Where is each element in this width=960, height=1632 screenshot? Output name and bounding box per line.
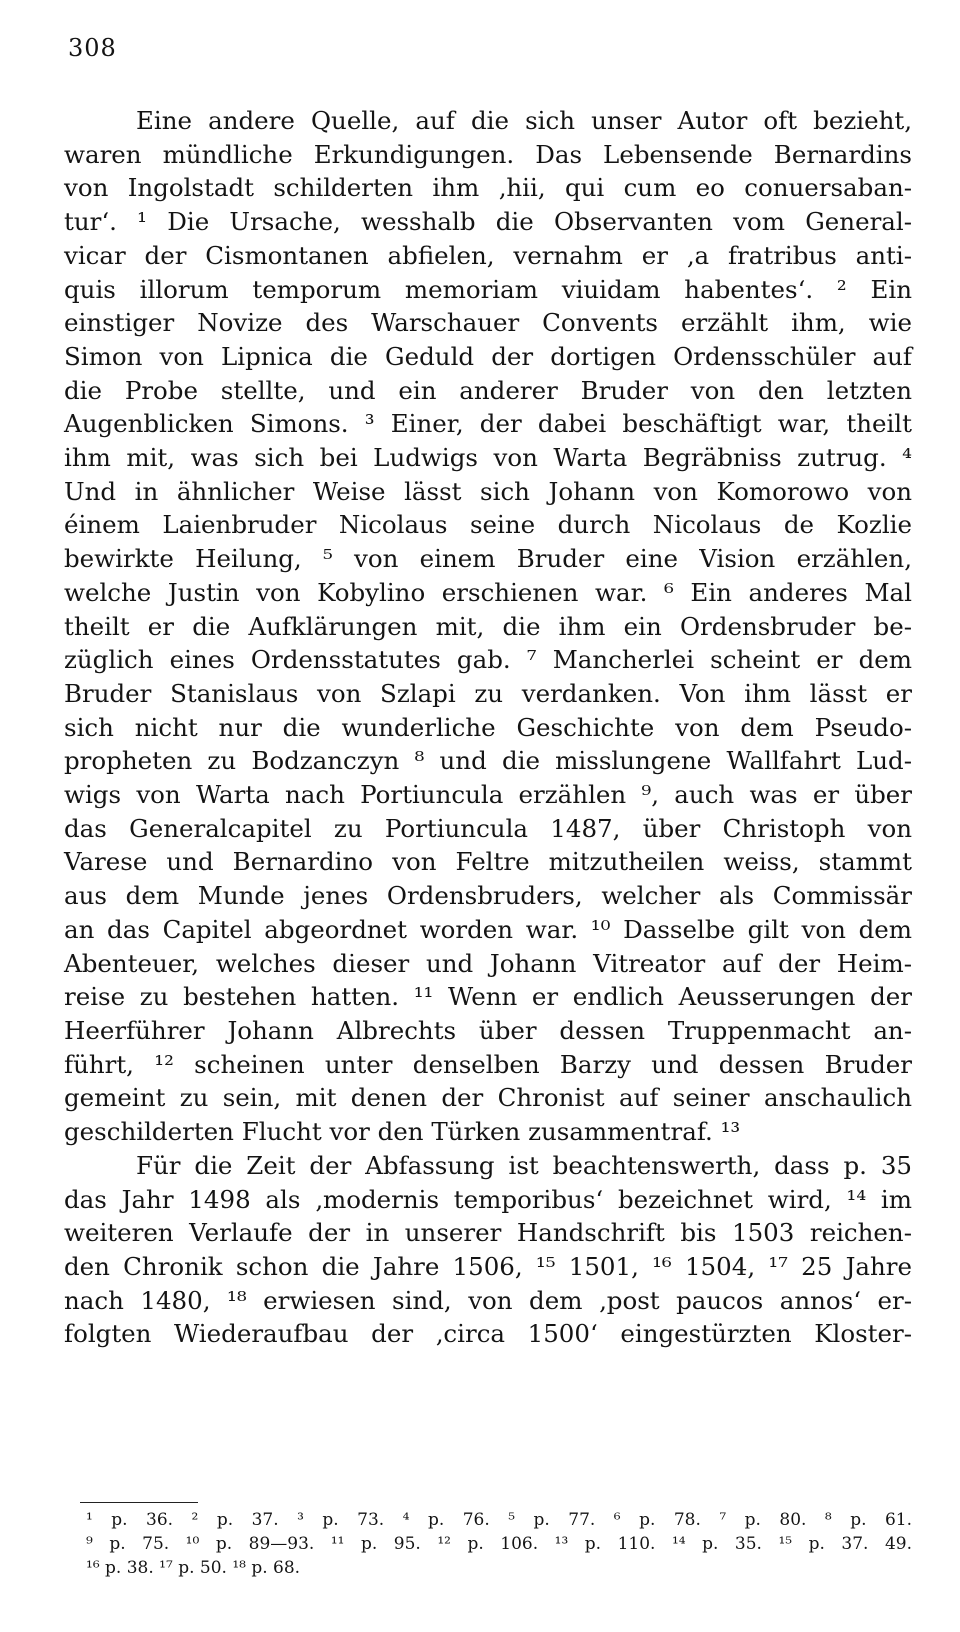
text-line: sich nicht nur die wunderliche Geschichte von dem Pseudo- — [64, 712, 912, 742]
text-line: quis illorum temporum memoriam viuidam habentes‘. ² Ein — [64, 274, 912, 304]
text-line: Eine andere Quelle, auf die sich unser Autor oft bezieht, — [136, 106, 912, 135]
text-line: bewirkte Heilung, ⁵ von einem Bruder eine Vision erzählen, — [64, 544, 912, 574]
text-line: Simon von Lipnica die Geduld der dortigen Ordensschüler auf — [64, 341, 912, 371]
text-line: den Chronik schon die Jahre 1506, ¹⁵ 1501, ¹⁶ 1504, ¹⁷ 25 Jahre — [64, 1251, 912, 1281]
text-line: das Jahr 1498 als ‚modernis temporibus‘ bezeichnet wird, ¹⁴ im — [64, 1184, 912, 1214]
text-line: tur‘. ¹ Die Ursache, wesshalb die Observanten vom General- — [64, 207, 912, 237]
text-line: vicar der Cismontanen abfielen, vernahm er ‚a fratribus anti- — [64, 240, 912, 270]
text-line: an das Capitel abgeordnet worden war. ¹⁰ Dasselbe gilt von dem — [64, 914, 912, 944]
text-line: ihm mit, was sich bei Ludwigs von Warta Begräbniss zutrug. ⁴ — [64, 443, 912, 473]
text-line: aus dem Munde jenes Ordensbruders, welcher als Commissär — [64, 881, 912, 911]
footnote-line: ¹ p. 36. ² p. 37. ³ p. 73. ⁴ p. 76. ⁵ p. 77. ⁶ p. 78. ⁷ p. 80. ⁸ p. 61. — [86, 1510, 912, 1530]
text-line: Heerführer Johann Albrechts über dessen Truppenmacht an- — [64, 1015, 912, 1045]
text-line: Augenblicken Simons. ³ Einer, der dabei beschäftigt war, theilt — [64, 409, 912, 439]
text-line: welche Justin von Kobylino erschienen war. ⁶ Ein anderes Mal — [64, 577, 912, 607]
text-line: folgten Wiederaufbau der ‚circa 1500‘ eingestürzten Kloster- — [64, 1319, 912, 1349]
text-line: theilt er die Aufklärungen mit, die ihm ein Ordensbruder be- — [64, 611, 912, 641]
text-line: éinem Laienbruder Nicolaus seine durch Nicolaus de Kozlie — [64, 510, 912, 540]
text-line: von Ingolstadt schilderten ihm ‚hii, qui cum eo conuersaban- — [64, 173, 912, 203]
text-line: führt, ¹² scheinen unter denselben Barzy und dessen Bruder — [64, 1049, 912, 1079]
text-line: Abenteuer, welches dieser und Johann Vitreator auf der Heim- — [64, 948, 912, 978]
text-line: Und in ähnlicher Weise lässt sich Johann von Komorowo von — [64, 476, 912, 506]
paragraph-2 — [64, 1149, 912, 1351]
text-line: waren mündliche Erkundigungen. Das Lebensende Bernardins — [64, 139, 912, 169]
text-line: geschilderten Flucht vor den Türken zusammentraf. ¹³ — [64, 1117, 741, 1147]
text-line: Bruder Stanislaus von Szlapi zu verdanken. Von ihm lässt er — [64, 678, 912, 708]
text-line: das Generalcapitel zu Portiuncula 1487, über Christoph von — [64, 813, 912, 843]
text-line: weiteren Verlaufe der in unserer Handschrift bis 1503 reichen- — [64, 1218, 912, 1248]
text-line: nach 1480, ¹⁸ erwiesen sind, von dem ‚post paucos annos‘ er- — [64, 1285, 912, 1315]
text-line: Varese und Bernardino von Feltre mitzutheilen weiss, stammt — [64, 847, 912, 877]
body-text — [64, 104, 912, 1351]
page-number: 308 — [68, 34, 117, 62]
text-line: einstiger Novize des Warschauer Convents erzählt ihm, wie — [64, 308, 912, 338]
footnotes — [86, 1508, 912, 1580]
text-line: reise zu bestehen hatten. ¹¹ Wenn er endlich Aeusserungen der — [64, 982, 912, 1012]
footnote-line: ¹⁶ p. 38. ¹⁷ p. 50. ¹⁸ p. 68. — [86, 1558, 301, 1578]
text-line: Für die Zeit der Abfassung ist beachtenswerth, dass p. 35 — [136, 1150, 912, 1180]
text-line: wigs von Warta nach Portiuncula erzählen ⁹, auch was er über — [64, 780, 912, 810]
text-line: züglich eines Ordensstatutes gab. ⁷ Mancherlei scheint er dem — [64, 645, 912, 675]
text-line: propheten zu Bodzanczyn ⁸ und die misslungene Wallfahrt Lud- — [64, 746, 912, 776]
footnote-line: ⁹ p. 75. ¹⁰ p. 89—93. ¹¹ p. 95. ¹² p. 106. ¹³ p. 110. ¹⁴ p. 35. ¹⁵ p. 37. 49. — [86, 1534, 912, 1554]
text-line: gemeint zu sein, mit denen der Chronist auf seiner anschaulich — [64, 1083, 912, 1113]
text-line: die Probe stellte, und ein anderer Bruder von den letzten — [64, 375, 912, 405]
footnote-divider — [80, 1502, 198, 1503]
paragraph-1 — [64, 104, 912, 1149]
